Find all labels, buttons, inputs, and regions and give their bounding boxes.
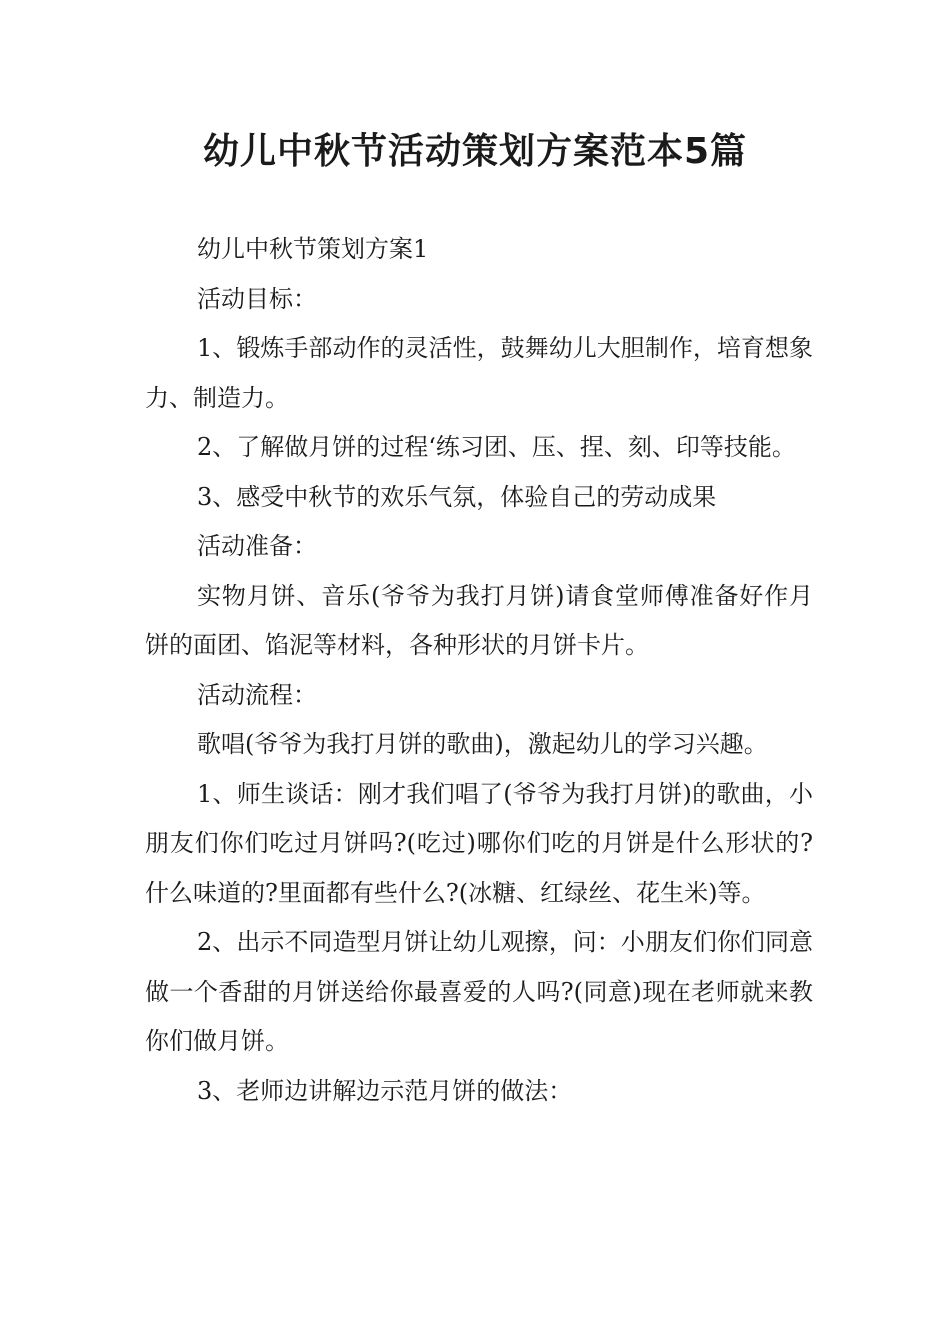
paragraph-process-step-1: 1、师生谈话：刚才我们唱了(爷爷为我打月饼)的歌曲，小朋友们你们吃过月饼吗?(吃过)哪你们吃的月饼是什么形状的?什么味道的?里面都有些什么?(冰糖、红绿丝、花生米)等。 bbox=[145, 779, 813, 907]
document-title: 幼儿中秋节活动策划方案范本5篇 bbox=[202, 131, 748, 172]
paragraph-goal-3: 3、感受中秋节的欢乐气氛，体验自己的劳动成果 bbox=[197, 482, 717, 511]
paragraph-goal-1: 1、锻炼手部动作的灵活性，鼓舞幼儿大胆制作，培育想象力、制造力。 bbox=[145, 334, 813, 412]
paragraph-plan-heading: 幼儿中秋节策划方案1 bbox=[197, 235, 429, 263]
paragraph-prep-heading: 活动准备： bbox=[197, 532, 317, 560]
paragraph-process-step-3: 3、老师边讲解边示范月饼的做法： bbox=[197, 1076, 573, 1105]
paragraph-prep-content: 实物月饼、音乐(爷爷为我打月饼)请食堂师傅准备好作月饼的面团、馅泥等材料，各种形状的月饼卡片。 bbox=[145, 581, 813, 659]
paragraph-goal-2: 2、了解做月饼的过程‘练习团、压、捏、刻、印等技能。 bbox=[197, 433, 796, 461]
paragraph-process-step-2: 2、出示不同造型月饼让幼儿观擦，问：小朋友们你们同意做一个香甜的月饼送给你最喜爱的人吗?(同意)现在老师就来教你们做月饼。 bbox=[145, 928, 813, 1055]
paragraph-goals-heading: 活动目标： bbox=[197, 284, 317, 313]
document-body bbox=[145, 225, 813, 1116]
paragraph-process-intro: 歌唱(爷爷为我打月饼的歌曲)，激起幼儿的学习兴趣。 bbox=[197, 730, 768, 758]
paragraph-process-heading: 活动流程： bbox=[197, 680, 317, 709]
